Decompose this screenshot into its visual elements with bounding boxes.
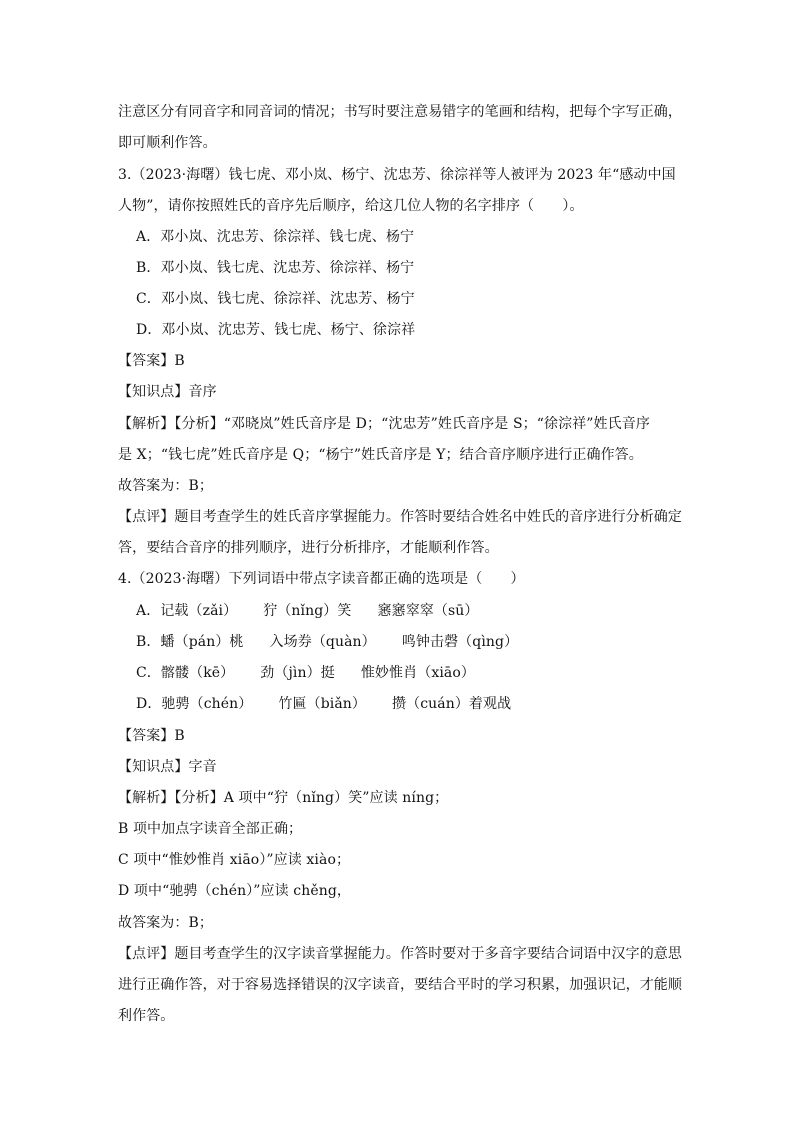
q4-knowledge-point: 【知识点】字音	[118, 759, 217, 775]
q4-analysis-line-3: C 项中“惟妙惟肖 xiāo）”应读 xiào；	[118, 852, 351, 868]
q4-option-c	[136, 663, 475, 683]
q4-comment-line-3: 利作答。	[118, 1008, 175, 1024]
q3-option-b: B．邓小岚、钱七虎、沈忠芳、徐淙祥、杨宁	[136, 260, 415, 276]
q3-analysis-line-2: 是 X；“钱七虎”姓氏音序是 Q；“杨宁”姓氏音序是 Y；结合音序顺序进行正确作答。	[118, 447, 643, 463]
q3-conclusion: 故答案为：B；	[118, 478, 213, 494]
q4-comment-line-2: 进行正确作答，对于容易选择错误的汉字读音，要结合平时的学习积累，加强识记，才能顺	[118, 977, 682, 993]
q4-option-a-item-3: 窸窸窣窣（sū）	[377, 603, 479, 619]
q3-stem-line-1: 3.（2023·海曙）钱七虎、邓小岚、杨宁、沈忠芳、徐淙祥等人被评为 2023 年“感动中国	[118, 167, 676, 183]
q4-option-b	[136, 632, 518, 652]
q4-option-b-item-3: 鸣钟击磬（qìng）	[401, 634, 519, 650]
q4-option-c-item-1: C．髂髅（kē）	[136, 665, 235, 681]
q3-option-d: D．邓小岚、沈忠芳、钱七虎、杨宁、徐淙祥	[136, 322, 416, 338]
q4-analysis-line-1: 【解析】【分析】A 项中“狞（nǐng）笑”应读 níng；	[118, 790, 449, 806]
q3-analysis-line-1: 【解析】【分析】“邓晓岚”姓氏音序是 D；“沈忠芳”姓氏音序是 S；“徐淙祥”姓氏音序	[118, 416, 650, 432]
q3-comment-line-1: 【点评】题目考查学生的姓氏音序掌握能力。作答时要结合姓名中姓氏的音序进行分析确定	[118, 509, 682, 525]
q4-conclusion: 故答案为：B；	[118, 915, 213, 931]
q4-answer: 【答案】B	[118, 728, 185, 744]
q4-option-d-item-3: 攒（cuán）着观战	[392, 696, 512, 712]
intro-line-2: 即可顺利作答。	[118, 135, 217, 151]
q4-option-c-item-2: 劲（jìn）挺	[260, 665, 335, 681]
q3-option-a: A．邓小岚、沈忠芳、徐淙祥、钱七虎、杨宁	[136, 229, 415, 245]
intro-line-1: 注意区分有同音字和同音词的情况；书写时要注意易错字的笔画和结构，把每个字写正确，	[118, 104, 682, 120]
q4-stem: 4.（2023·海曙）下列词语中带点字读音都正确的选项是（ ）	[118, 571, 525, 587]
q4-option-d-item-1: D．驰骋（chén）	[136, 696, 253, 712]
q3-comment-line-2: 答，要结合音序的排列顺序，进行分析排序，才能顺利作答。	[118, 540, 499, 556]
q4-analysis-line-2: B 项中加点字读音全部正确；	[118, 821, 303, 837]
q4-option-a-item-1: A．记载（zǎi）	[136, 603, 238, 619]
q4-option-b-item-1: B．蟠（pán）桃	[136, 634, 244, 650]
q4-option-b-item-2: 入场券（quàn）	[269, 634, 376, 650]
q4-option-a-item-2: 狞（nǐng）笑	[263, 603, 352, 619]
q4-option-d-item-2: 竹匾（biǎn）	[278, 696, 366, 712]
q4-analysis-line-4: D 项中“驰骋（chén）”应读 chěng，	[118, 883, 352, 899]
q3-answer: 【答案】B	[118, 353, 185, 369]
q4-option-a	[136, 601, 479, 621]
q4-comment-line-1: 【点评】题目考查学生的汉字读音掌握能力。作答时要对于多音字要结合词语中汉字的意思	[118, 946, 682, 962]
q4-option-d	[136, 694, 511, 714]
q3-stem-line-2: 人物”，请你按照姓氏的音序先后顺序，给这几位人物的名字排序（ ）。	[118, 198, 584, 214]
q3-option-c: C．邓小岚、钱七虎、徐淙祥、沈忠芳、杨宁	[136, 291, 415, 307]
q4-option-c-item-3: 惟妙惟肖（xiāo）	[360, 665, 475, 681]
q3-knowledge-point: 【知识点】音序	[118, 384, 217, 400]
